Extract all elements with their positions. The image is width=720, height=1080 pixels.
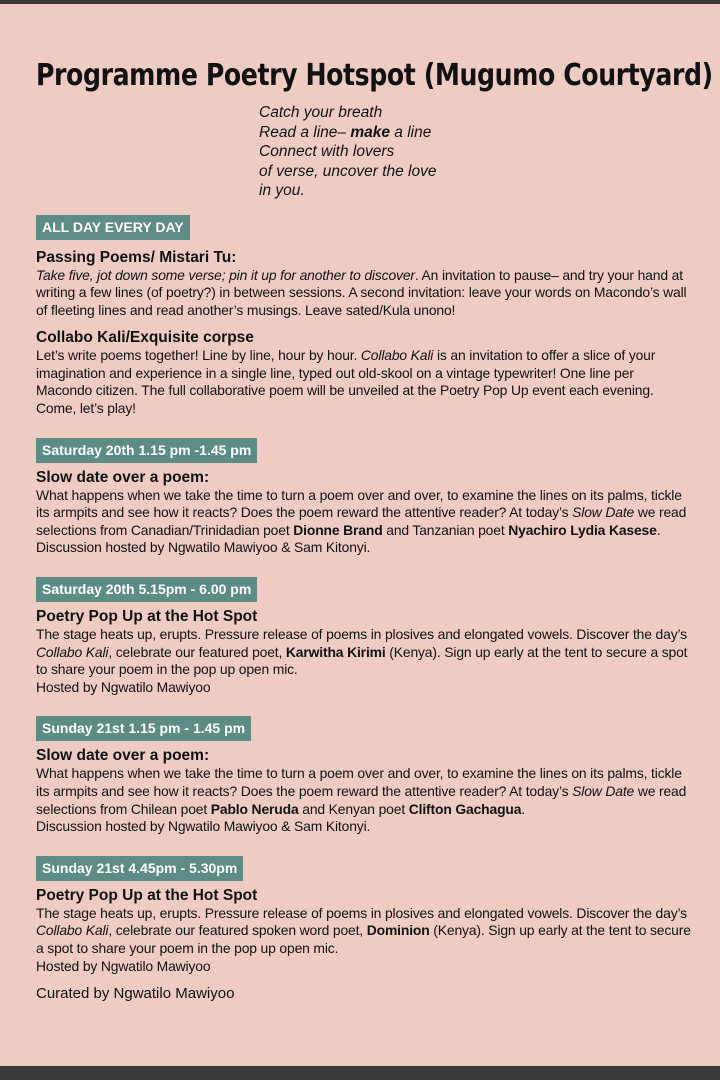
body-italic: Collabo Kali <box>360 347 434 364</box>
session-heading: Slow date over a poem: <box>36 747 210 765</box>
poet-name: Dionne Brand <box>293 521 383 538</box>
session-time-tag: Saturday 20th 1.15 pm -1.45 pm <box>36 438 257 463</box>
intro-verse <box>259 103 692 201</box>
session-body <box>36 487 692 557</box>
intro-line-emphasis: make <box>350 123 390 141</box>
body-text: we read selections from Canadian/Trinidadian poet <box>36 504 687 538</box>
body-text: . <box>521 800 526 817</box>
session-body <box>36 626 692 679</box>
intro-line-part: a line <box>390 123 432 141</box>
body-italic: Slow Date <box>572 504 635 521</box>
poet-name: Dominion <box>366 922 430 939</box>
body-italic: Slow Date <box>572 783 635 799</box>
session-heading: Poetry Pop Up at the Hot Spot <box>36 608 258 626</box>
session-host: Discussion hosted by Ngwatilo Mawiyoo & Sam Kitonyi. <box>36 818 371 835</box>
section-body <box>36 267 692 320</box>
body-text: and Kenyan poet <box>298 800 409 817</box>
intro-line: Connect with lovers <box>259 143 395 160</box>
body-text: What happens when we take the time to turn a poem over and over, to examine the lines on its palms, tickle its armpits and see how it reacts? Does the poem reward the attentive reader? At today’s <box>36 486 682 521</box>
top-border <box>0 0 720 4</box>
intro-line: in you. <box>259 182 305 199</box>
body-italic: Collabo Kali <box>36 643 109 660</box>
intro-line-part: Read a line– <box>259 123 351 141</box>
session-host: Hosted by Ngwatilo Mawiyoo <box>36 957 211 974</box>
session-saturday-pop-up <box>36 577 692 696</box>
body-text: . Discussion hosted by Ngwatilo Mawiyoo & Sam Kitonyi. <box>36 521 661 556</box>
poet-name: Karwitha Kirimi <box>285 643 386 660</box>
body-text: (Kenya). Sign up early at the tent to secure a spot to share your poem in the pop up open mic. <box>36 922 691 956</box>
session-sunday-slow-date <box>36 716 692 835</box>
body-text: , celebrate our featured spoken word poet, <box>108 922 367 939</box>
body-italic: Take five, jot down some verse; pin it up for another to discover <box>36 266 415 283</box>
session-heading: Poetry Pop Up at the Hot Spot <box>36 886 258 904</box>
session-host: Hosted by Ngwatilo Mawiyoo <box>36 678 211 695</box>
poet-name: Nyachiro Lydia Kasese <box>508 521 657 538</box>
session-time-tag: Sunday 21st 4.45pm - 5.30pm <box>36 856 243 881</box>
poet-name: Pablo Neruda <box>210 800 299 817</box>
section-heading: Passing Poems/ Mistari Tu: <box>36 248 237 266</box>
body-text: What happens when we take the time to turn a poem over and over, to examine the lines on its palms, tickle its armpits and see how it reacts? Does the poem reward the attentive reader? At today’s <box>36 765 682 799</box>
session-body <box>36 905 692 958</box>
session-saturday-slow-date <box>36 438 692 557</box>
all-day-section <box>36 215 692 418</box>
body-text: and Tanzanian poet <box>382 521 509 538</box>
body-text: , celebrate our featured poet, <box>108 643 286 660</box>
session-heading: Slow date over a poem: <box>36 468 210 486</box>
intro-line <box>259 123 692 143</box>
session-time-tag: Saturday 20th 5.15pm - 6.00 pm <box>36 577 257 602</box>
bottom-border <box>0 1066 720 1080</box>
body-italic: Collabo Kali <box>36 922 109 939</box>
body-text: Let’s write poems together! Line by line, hour by hour. <box>36 347 361 364</box>
programme-page <box>36 56 713 1003</box>
intro-line: Catch your breath <box>259 104 383 121</box>
body-text: . An invitation to pause– and try your hand at writing a few lines (of poetry?) in between sessions. A second invitation: leave your words on Macondo’s wall of fleeting lines and read another’s musings. Leave sated/Kula unono! <box>36 266 687 318</box>
section-heading: Collabo Kali/Exquisite corpse <box>36 329 254 347</box>
body-text: The stage heats up, erupts. Pressure release of poems in plosives and elongated vowels. Discover the day’s <box>36 904 687 921</box>
section-tag: ALL DAY EVERY DAY <box>36 215 190 240</box>
curator-credit: Curated by Ngwatilo Mawiyoo <box>36 985 235 1003</box>
body-text: The stage heats up, erupts. Pressure release of poems in plosives and elongated vowels. Discover the day’s <box>36 626 687 643</box>
session-time-tag: Sunday 21st 1.15 pm - 1.45 pm <box>36 716 251 741</box>
session-sunday-pop-up <box>36 856 692 975</box>
page-title: Programme Poetry Hotspot (Mugumo Courtyard) <box>36 58 713 93</box>
session-body <box>36 765 692 818</box>
body-text: is an invitation to offer a slice of your imagination and experience in a single line, typed out old-skool on a vintage typewriter! One line per Macondo citizen. The full collaborative poem will be unveiled at the Poetry Pop Up event each evening. Come, let’s play! <box>36 347 656 417</box>
poet-name: Clifton Gachagua <box>408 800 522 817</box>
body-text: we read selections from Chilean poet <box>36 783 687 817</box>
section-body <box>36 347 692 417</box>
body-text: (Kenya). Sign up early at the tent to secure a spot to share your poem in the pop up open mic. <box>36 643 688 678</box>
intro-line: of verse, uncover the love <box>259 162 437 180</box>
